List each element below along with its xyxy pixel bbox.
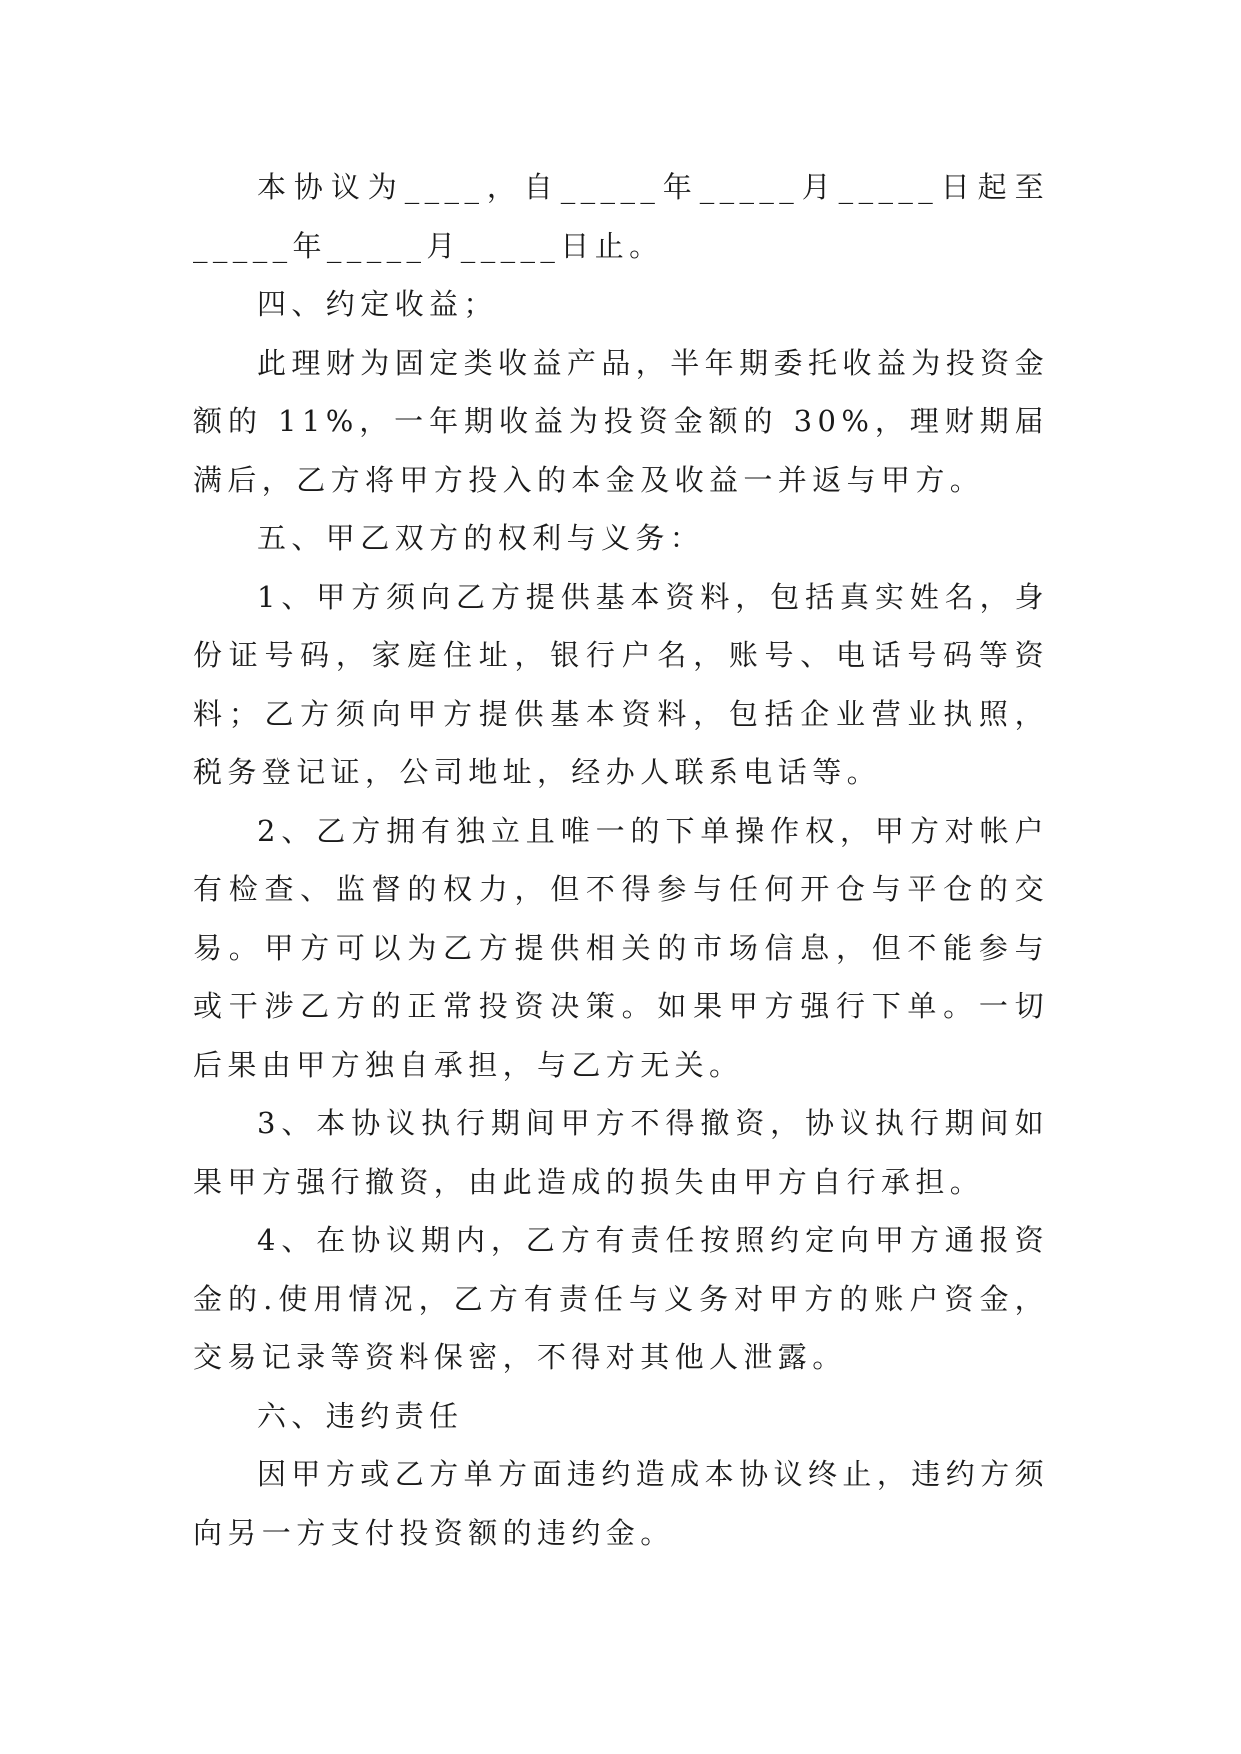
paragraph-breach: 因甲方或乙方单方面违约造成本协议终止，违约方须向另一方支付投资额的违约金。 <box>193 1457 1049 1550</box>
paragraph-returns: 此理财为固定类收益产品，半年期委托收益为投资金额的 11%，一年期收益为投资金额的 30%，理财期届满后，乙方将甲方投入的本金及收益一并返与甲方。 <box>193 345 1049 497</box>
paragraph-clause-3: 3、本协议执行期间甲方不得撤资，协议执行期间如果甲方强行撤资，由此造成的损失由甲方自行承担。 <box>193 1106 1049 1199</box>
heading-agreed-returns: 四、约定收益； <box>257 287 498 321</box>
heading-rights-obligations: 五、甲乙双方的权利与义务： <box>257 521 705 555</box>
document-body <box>193 158 1049 1562</box>
paragraph-clause-4: 4、在协议期内，乙方有责任按照约定向甲方通报资金的.使用情况，乙方有责任与义务对甲方的账户资金，交易记录等资料保密，不得对其他人泄露。 <box>193 1223 1049 1374</box>
paragraph-clause-2: 2、乙方拥有独立且唯一的下单操作权，甲方对帐户有检查、监督的权力，但不得参与任何开仓与平仓的交易。甲方可以为乙方提供相关的市场信息，但不能参与或干涉乙方的正常投资决策。如果甲方强行下单。一切后果由甲方独自承担，与乙方无关。 <box>193 813 1049 1082</box>
paragraph-term: 本协议为____，自_____年_____月_____日起至_____年_____月_____日止。 <box>193 170 1049 263</box>
heading-breach-liability: 六、违约责任 <box>257 1398 464 1433</box>
paragraph-clause-1: 1、甲方须向乙方提供基本资料，包括真实姓名，身份证号码，家庭住址，银行户名，账号、电话号码等资料；乙方须向甲方提供基本资料，包括企业营业执照，税务登记证，公司地址，经办人联系电话等。 <box>193 579 1049 789</box>
